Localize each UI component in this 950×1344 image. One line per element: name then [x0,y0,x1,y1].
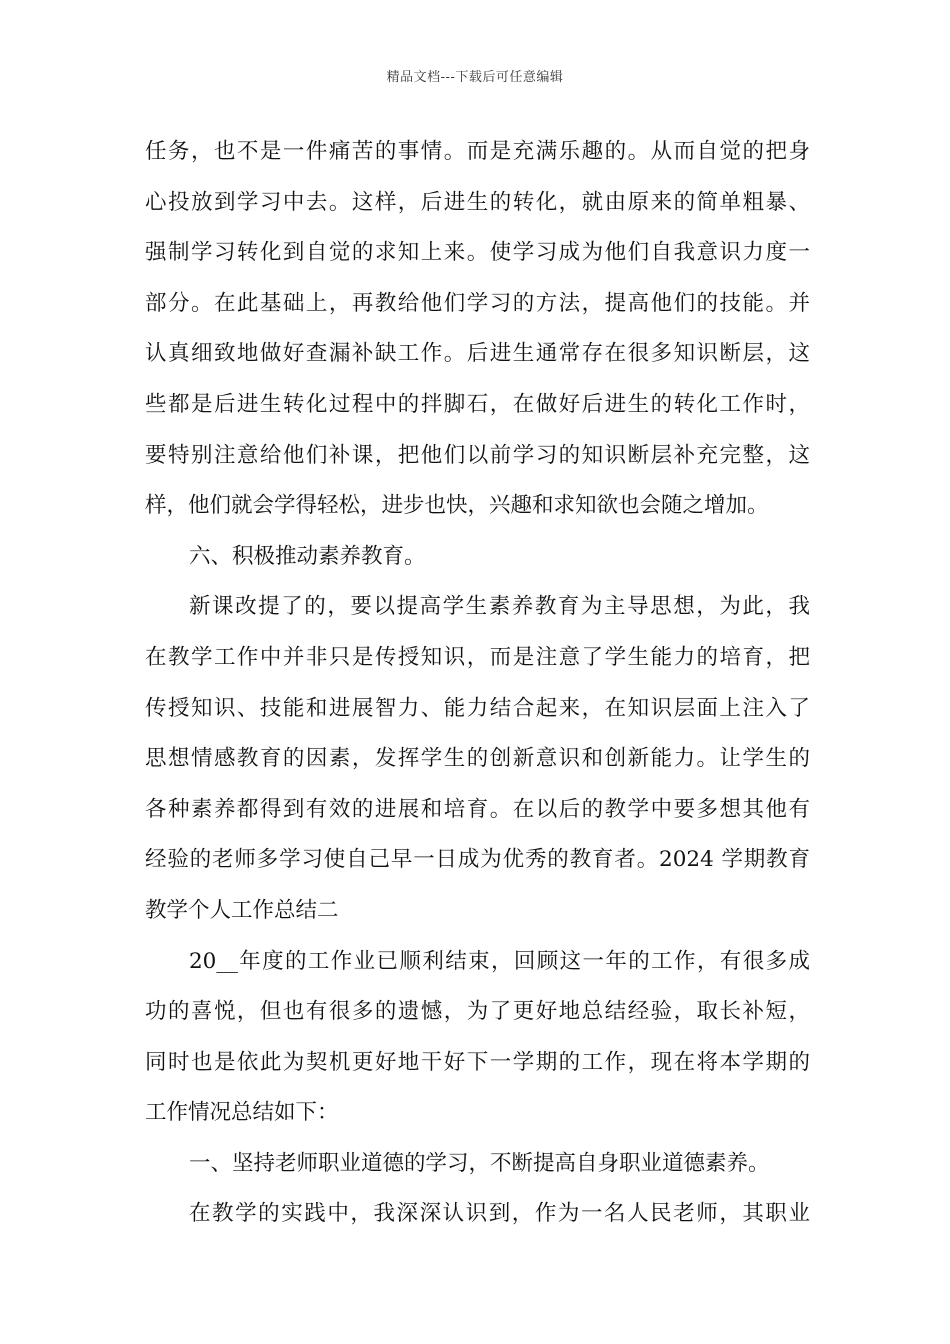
text-line: 新课改提了的，要以提高学生素养教育为主导思想，为此，我 [189,594,810,620]
text-line: 传授知识、技能和进展智力、能力结合起来，在知识层面上注入了 [145,695,810,721]
page-header: 精品文档---下载后可任意编辑 [386,70,564,85]
text-line: 六、积极推动素养教育。 [189,543,426,569]
text-line: 20__年度的工作业已顺利结束，回顾这一年的工作，有很多成 [189,948,810,974]
text-line: 认真细致地做好查漏补缺工作。后进生通常存在很多知识断层，这 [145,341,810,367]
document-body [145,134,810,1247]
text-line: 要特别注意给他们补课，把他们以前学习的知识断层补充完整，这 [145,442,810,468]
text-line: 工作情况总结如下： [145,1100,339,1126]
text-line: 在教学的实践中，我深深认识到，作为一名人民老师，其职业 [189,1201,810,1227]
text-line: 任务，也不是一件痛苦的事情。而是充满乐趣的。从而自觉的把身 [145,139,810,164]
text-line: 心投放到学习中去。这样，后进生的转化，就由原来的简单粗暴、 [145,189,810,215]
text-line: 强制学习转化到自觉的求知上来。使学习成为他们自我意识力度一 [145,240,810,266]
text-line: 经验的老师多学习使自己早一日成为优秀的教育者。2024 学期教育 [145,847,810,873]
text-line: 部分。在此基础上，再教给他们学习的方法，提高他们的技能。并 [145,290,810,316]
text-line: 思想情感教育的因素，发挥学生的创新意识和创新能力。让学生的 [145,746,810,772]
text-line: 同时也是依此为契机更好地干好下一学期的工作，现在将本学期的 [145,1049,810,1075]
text-line: 在教学工作中并非只是传授知识，而是注意了学生能力的培育，把 [145,644,810,670]
text-line: 些都是后进生转化过程中的拌脚石，在做好后进生的转化工作时， [145,391,810,417]
text-line: 各种素养都得到有效的进展和培育。在以后的教学中要多想其他有 [145,796,810,822]
text-line: 教学个人工作总结二 [145,897,339,923]
text-line: 功的喜悦，但也有很多的遗憾，为了更好地总结经验，取长补短， [145,999,810,1025]
text-line: 样，他们就会学得轻松，进步也快，兴趣和求知欲也会随之增加。 [145,493,769,519]
text-line: 一、坚持老师职业道德的学习，不断提高自身职业道德素养。 [189,1150,770,1176]
